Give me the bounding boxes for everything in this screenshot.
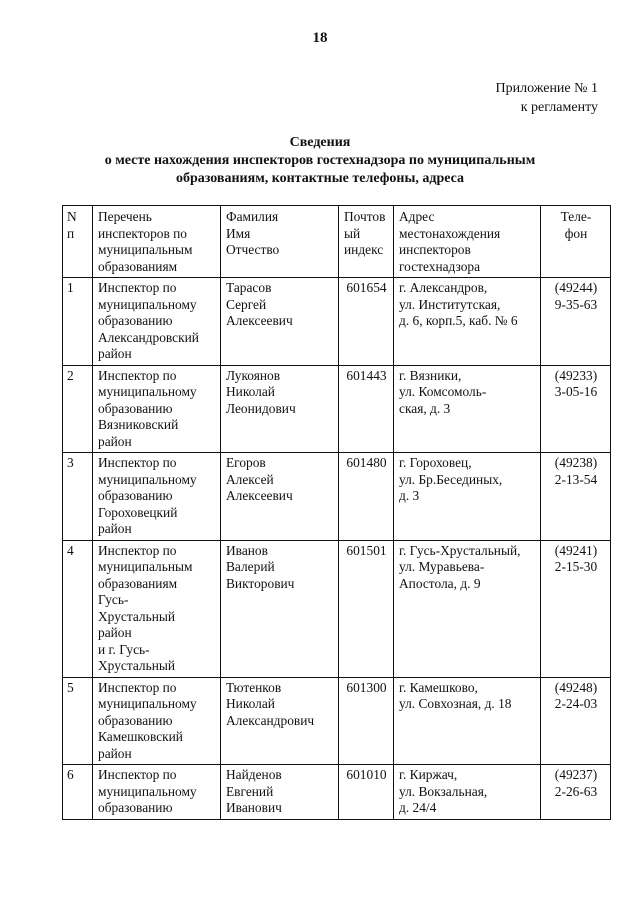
row-name: Иванов Валерий Викторович [221,540,339,677]
row-num: 4 [63,540,93,677]
row-phone: (49238) 2-13-54 [541,453,611,541]
row-phone: (49244) 9-35-63 [541,278,611,366]
row-list: Инспектор по муниципальному образованию [93,765,221,820]
row-num: 5 [63,677,93,765]
row-address: г. Камешково, ул. Совхозная, д. 18 [394,677,541,765]
table-row [63,453,611,541]
row-num: 1 [63,278,93,366]
header-name: Фамилия Имя Отчество [221,206,339,278]
page-number: 18 [312,30,328,46]
row-address: г. Киржач, ул. Вокзальная, д. 24/4 [394,765,541,820]
row-phone: (49237) 2-26-63 [541,765,611,820]
row-phone: (49248) 2-24-03 [541,677,611,765]
row-index: 601654 [339,278,394,366]
table-header-row [63,206,611,278]
table-row [63,765,611,820]
row-num: 2 [63,365,93,453]
row-list: Инспектор по муниципальному образованию Камешковский район [93,677,221,765]
row-name: Егоров Алексей Алексеевич [221,453,339,541]
row-index: 601010 [339,765,394,820]
row-list: Инспектор по муниципальному образованию Александровский район [93,278,221,366]
row-phone: (49241) 2-15-30 [541,540,611,677]
table-row [63,540,611,677]
row-address: г. Александров, ул. Институтская, д. 6, корп.5, каб. № 6 [394,278,541,366]
appendix-line-2: к регламенту [520,100,598,115]
row-index: 601480 [339,453,394,541]
header-list: Перечень инспекторов по муниципальным образованиям [93,206,221,278]
row-num: 3 [63,453,93,541]
title-line-1: Сведения [289,135,351,150]
row-address: г. Гороховец, ул. Бр.Бесединых, д. 3 [394,453,541,541]
title-line-2: о месте нахождения инспекторов гостехнадзора по муниципальным [104,153,536,168]
header-address: Адрес местонахождения инспекторов гостехнадзора [394,206,541,278]
table-row [63,365,611,453]
row-name: Лукоянов Николай Леонидович [221,365,339,453]
appendix-line-1: Приложение № 1 [495,81,598,96]
row-index: 601501 [339,540,394,677]
row-index: 601300 [339,677,394,765]
row-num: 6 [63,765,93,820]
table-row [63,278,611,366]
row-list: Инспектор по муниципальным образованиям Гусь- Хрустальный район и г. Гусь- Хрустальный [93,540,221,677]
appendix-note [496,79,599,117]
row-address: г. Вязники, ул. Комсомоль- ская, д. 3 [394,365,541,453]
table-row [63,677,611,765]
header-num: N п [63,206,93,278]
row-address: г. Гусь-Хрустальный, ул. Муравьева- Апостола, д. 9 [394,540,541,677]
row-list: Инспектор по муниципальному образованию Гороховецкий район [93,453,221,541]
document-title [0,134,640,188]
title-line-3: образованиям, контактные телефоны, адреса [175,171,465,186]
row-name: Тютенков Николай Александрович [221,677,339,765]
row-list: Инспектор по муниципальному образованию Вязниковский район [93,365,221,453]
row-index: 601443 [339,365,394,453]
row-phone: (49233) 3-05-16 [541,365,611,453]
row-name: Найденов Евгений Иванович [221,765,339,820]
inspectors-table [62,205,611,820]
header-index: Почтов ый индекс [339,206,394,278]
row-name: Тарасов Сергей Алексеевич [221,278,339,366]
header-phone: Теле- фон [541,206,611,278]
